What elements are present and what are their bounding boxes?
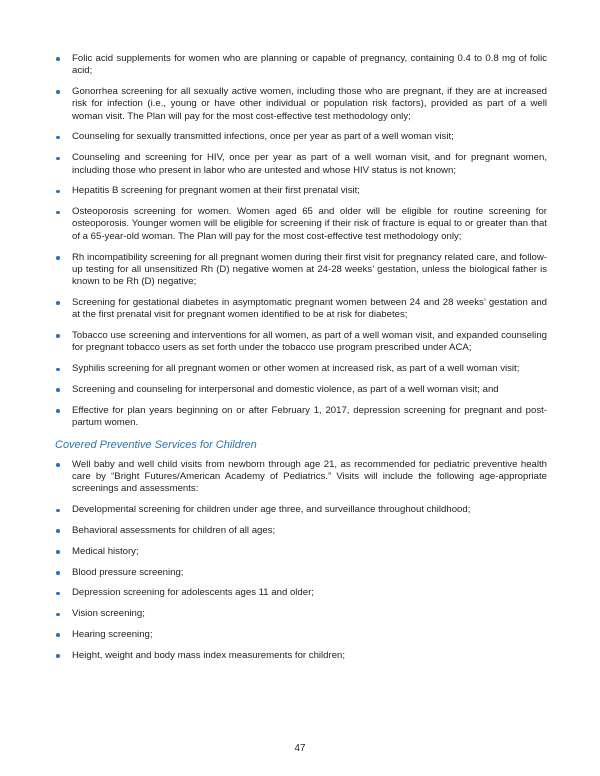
- list-item-text: Screening for gestational diabetes in asymptomatic pregnant women between 24 and 28 weeks’ gestation and at the first prenatal visit for pregnant women identified to be at risk for diabetes;: [72, 296, 547, 321]
- list-item: [55, 206, 547, 243]
- list-item-text: Hearing screening;: [72, 629, 153, 640]
- list-item-text: Developmental screening for children under age three, and surveillance throughout childhood;: [72, 504, 471, 516]
- list-item: [55, 363, 547, 375]
- bullet-icon: [56, 256, 60, 260]
- list-item-text: Effective for plan years beginning on or after February 1, 2017, depression screening for pregnant and post-partum women.: [72, 404, 547, 429]
- children-preventive-services-list: [55, 459, 547, 662]
- list-item: [55, 459, 547, 496]
- list-item: [55, 608, 547, 620]
- bullet-icon: [56, 613, 60, 617]
- bullet-icon: [56, 550, 60, 554]
- list-item-text: Counseling for sexually transmitted infections, once per year as part of a well woman visit;: [72, 131, 454, 143]
- bullet-icon: [56, 633, 60, 637]
- list-item-text: Height, weight and body mass index measurements for children;: [72, 649, 346, 661]
- list-item-text: Vision screening;: [72, 608, 145, 620]
- list-item: [55, 297, 547, 322]
- list-item-text: Counseling and screening for HIV, once per year as part of a well woman visit, and for pregnant women, including those who present in labor who are untested and whose HIV status is not known;: [72, 152, 547, 176]
- bullet-icon: [56, 509, 60, 513]
- bullet-icon: [56, 409, 60, 413]
- list-item-text: Medical history;: [72, 545, 139, 557]
- list-item-text: Well baby and well child visits from newborn through age 21, as recommended for pediatric preventive health care by “Bright Futures/American Academy of Pediatrics.” Visits will include the following age-appropriate screenings and assessments:: [72, 458, 547, 495]
- children-section-heading: Covered Preventive Services for Children: [55, 438, 257, 451]
- list-item: [55, 384, 547, 396]
- list-item-text: Behavioral assessments for children of all ages;: [72, 525, 276, 537]
- list-item-text: Hepatitis B screening for pregnant women at their first prenatal visit;: [72, 185, 360, 197]
- list-item-text: Tobacco use screening and interventions for all women, as part of a well woman visit, and expanded counseling for pregnant tobacco users as set forth under the tobacco use program prescribed under ACA;: [72, 330, 547, 354]
- bullet-icon: [56, 388, 60, 392]
- list-item: [55, 650, 547, 662]
- list-item: [55, 86, 547, 123]
- list-item: [55, 53, 547, 78]
- bullet-icon: [56, 301, 60, 305]
- bullet-icon: [56, 334, 60, 338]
- bullet-icon: [56, 654, 60, 658]
- list-item: [55, 152, 547, 177]
- bullet-icon: [56, 90, 60, 94]
- list-item-text: Depression screening for adolescents ages 11 and older;: [72, 587, 314, 599]
- list-item: [55, 587, 547, 599]
- list-item: [55, 525, 547, 537]
- list-item-text: Blood pressure screening;: [72, 566, 184, 578]
- list-item-text: Screening and counseling for interpersonal and domestic violence, as part of a well woman visit; and: [72, 383, 499, 395]
- list-item-text: Syphilis screening for all pregnant women or other women at increased risk, as part of a well woman visit;: [72, 363, 520, 375]
- bullet-icon: [56, 211, 60, 215]
- list-item: [55, 405, 547, 430]
- bullet-icon: [56, 463, 60, 467]
- bullet-icon: [56, 592, 60, 596]
- list-item: [55, 252, 547, 289]
- list-item: [55, 546, 547, 558]
- bullet-icon: [56, 571, 60, 575]
- list-item-text: Gonorrhea screening for all sexually active women, including those who are pregnant, if they are at increased risk for infection (i.e., young or have other individual or population risk factors), provided as part of a well woman visit. The Plan will pay for the most cost-effective test methodology only;: [72, 86, 547, 122]
- list-item: [55, 131, 547, 143]
- list-item: [55, 185, 547, 197]
- bullet-icon: [56, 190, 60, 194]
- bullet-icon: [56, 368, 60, 372]
- list-item-text: Rh incompatibility screening for all pregnant women during their first visit for pregnancy related care, and follow-up testing for all unsensitized Rh (D) negative women at 24-28 weeks’ gestation, unless the biological father is known to be Rh (D) negative;: [72, 251, 547, 288]
- list-item: [55, 330, 547, 355]
- list-item: [55, 629, 547, 641]
- bullet-icon: [56, 57, 60, 61]
- bullet-icon: [56, 136, 60, 140]
- list-item-text: Osteoporosis screening for women. Women aged 65 and older will be eligible for routine screening for osteoporosis. Younger women will be eligible for screening if their risk of fracture is equal to or greater than that of a 65-year-old woman. The Plan will pay for the most cost-effective test methodology only;: [72, 206, 547, 242]
- bullet-icon: [56, 529, 60, 533]
- list-item: [55, 567, 547, 579]
- women-preventive-services-list: [55, 53, 547, 429]
- list-item-text: Folic acid supplements for women who are planning or capable of pregnancy, containing 0.4 to 0.8 mg of folic acid;: [72, 53, 547, 77]
- list-item: [55, 504, 547, 516]
- page-number: 47: [294, 743, 306, 754]
- bullet-icon: [56, 157, 60, 161]
